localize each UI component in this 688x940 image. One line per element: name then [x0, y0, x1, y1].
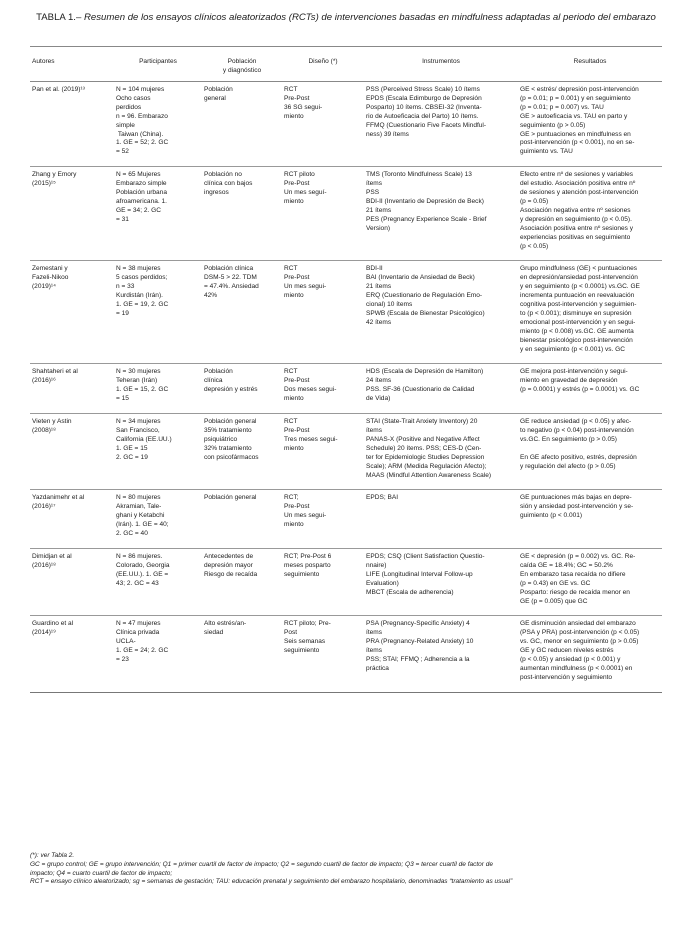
cell-autores: Zemestani y Fazeli-Nikoo (2019)¹⁴ [32, 265, 69, 291]
footnote-line: GC = grupo control; GE = grupo intervención; Q1 = primer cuartil de factor de impacto; Q2 = segundo cuartil de factor de impacto; Q3 = tercer cuartil de factor de [30, 860, 493, 868]
cell-diseno: RCT Pre-Post Tres meses segui- miento [284, 418, 338, 452]
cell-autores: Zhang y Emory (2015)¹⁵ [32, 171, 77, 188]
cell-instrumentos: EPDS; CSQ (Client Satisfaction Questio- nnaire) LIFE (Longitudinal Interval Follow-up Evaluation) MBCT (Escala de adherencia) [366, 552, 485, 596]
cell-poblacion: Población clínica depresión y estrés [204, 368, 258, 394]
cell-diseno: RCT Pre-Post 36 SG segui- miento [284, 86, 323, 120]
footnote-line: RCT = ensayo clínico aleatorizado; sg = semanas de gestación; TAU: educación prenatal y seguimiento del embarazo hospitalario, denominadas “tratamiento as usual” [30, 878, 513, 886]
footnote-line: (*): ver Tabla 2. [30, 852, 75, 859]
cell-resultados: GE < depresión (p = 0.002) vs. GC. Re- caída GE = 18.4%; GC = 50.2% En embarazo tasa recaída no difiere (p = 0.43) en GE vs. GC Posparto: riesgo de recaída menor en GE (p = 0.005) que GC [520, 552, 636, 605]
header-instrumentos: Instrumentos [364, 47, 518, 82]
table-row [30, 167, 662, 261]
cell-diseno: RCT; Pre-Post 6 meses posparto seguimiento [284, 552, 332, 578]
cell-poblacion: Población general 35% tratamiento psiquiátrico 32% tratamiento con psicofármacos [204, 418, 259, 461]
cell-resultados: GE < estrés/ depresión post-intervención (p = 0.01; p = 0.001) y en seguimiento (p = 0.01; p = 0.007) vs. TAU GE > autoeficacia vs. TAU en parto y seguimiento (p > 0.05) GE > puntuaciones en mindfulness en post-intervención (p < 0.001), no en se- guimiento vs. TAU [520, 86, 639, 156]
cell-autores: Guardino et al (2014)¹⁹ [32, 620, 74, 637]
cell-participantes: N = 80 mujeres Akramian, Tale- ghani y Ketabchi (Irán). 1. GE = 40; 2. GC = 40 [116, 494, 169, 538]
cell-resultados: GE mejora post-intervención y segui- miento en gravedad de depresión (p = 0.0001) y estrés (p = 0.0001) vs. GC [520, 368, 640, 394]
table-header-row [30, 47, 662, 82]
table-footnotes [30, 852, 662, 887]
cell-autores: Shahtaheri et al (2016)¹⁶ [32, 368, 78, 385]
header-resultados: Resultados [518, 47, 662, 82]
table-row [30, 82, 662, 167]
cell-resultados: Grupo mindfulness (GE) < puntuaciones en depresión/ansiedad post-intervención y en seguimiento (p < 0.0001) vs.GC. GE incrementa puntuación en reevaluación cognitiva post-intervención y seguimien- to (p < 0.001); disminuye en supresión emocional post-intervención y en segui- miento (p < 0.008) vs.GC. GE aumenta bienestar psicológico post-intervención y en seguimiento (p < 0.001) vs. GC [520, 265, 640, 353]
table-caption [30, 12, 662, 24]
cell-poblacion: Antecedentes de depresión mayor Riesgo de recaída [204, 552, 258, 578]
footnote-line: impacto; Q4 = cuarto cuartil de factor de impacto; [30, 869, 173, 877]
cell-poblacion: Alto estrés/an- siedad [204, 620, 247, 637]
table-row [30, 414, 662, 490]
cell-poblacion: Población no clínica con bajos ingresos [204, 171, 253, 197]
cell-instrumentos: HDS (Escala de Depresión de Hamilton) 24 ítems PSS. SF-36 (Cuestionario de Calidad de Vida) [366, 368, 484, 403]
table-row [30, 490, 662, 549]
cell-resultados: Efecto entre nº de sesiones y variables del estudio. Asociación positiva entre nº de sesiones y atención post-intervención (p = 0.05) Asociación negativa entre nº sesiones y depresión en seguimiento (p < 0.05). Asociación positiva entre nº sesiones y experiencias positivas en seguimiento (p < 0.05) [520, 171, 639, 250]
table-row [30, 616, 662, 692]
cell-participantes: N = 104 mujeres Ocho casos perdidos n = 96. Embarazo simple Taiwan (China). 1. GE = 52; 2. GC = 52 [116, 86, 169, 156]
cell-autores: Vieten y Astin (2008)¹⁸ [32, 418, 72, 434]
cell-instrumentos: BDI-II BAI (Inventario de Ansiedad de Beck) 21 ítems ERQ (Cuestionario de Regulación Emo- cional) 10 ítems SPWB (Escala de Bienestar Psicológico) 42 ítems [366, 265, 485, 326]
cell-diseno: RCT Pre-Post Dos meses segui- miento [284, 368, 337, 403]
cell-autores: Pan et al. (2019)¹³ [32, 86, 85, 93]
header-poblacion: Población y diagnóstico [202, 47, 282, 82]
header-diseno: Diseño (*) [282, 47, 364, 82]
cell-diseno: RCT Pre-Post Un mes segui- miento [284, 265, 327, 300]
table-caption-text: Resumen de los ensayos clínicos aleatorizados (RCTs) de intervenciones basadas en mindfulness adaptadas al periodo del embarazo [83, 12, 656, 23]
table-caption-label: TABLA 1.– [36, 12, 84, 23]
cell-poblacion: Población clínica DSM-5 > 22. TDM = 47.4%. Ansiedad 42% [204, 265, 259, 300]
cell-resultados: GE disminución ansiedad del embarazo (PSA y PRA) post-intervención (p < 0.05) vs. GC, menor en seguimiento (p > 0.05) GE y GC reducen niveles estrés (p < 0.05) y ansiedad (p < 0.001) y aumentan mindfulness (p < 0.0001) en post-intervención y seguimiento [520, 620, 640, 681]
cell-autores: Dimidjan et al (2016)¹⁸ [32, 552, 72, 569]
cell-autores: Yazdanimehr et al (2016)¹⁷ [32, 494, 85, 511]
table-row [30, 364, 662, 414]
cell-participantes: N = 30 mujeres Teheran (Irán) 1. GE = 15, 2. GC = 15 [116, 368, 169, 403]
header-participantes: Participantes [114, 47, 202, 82]
cell-participantes: N = 65 Mujeres Embarazo simple Población urbana afroamericana. 1. GE = 34; 2. GC = 31 [116, 171, 167, 223]
cell-poblacion: Población general [204, 86, 233, 102]
cell-instrumentos: EPDS; BAI [366, 494, 399, 502]
cell-participantes: N = 47 mujeres Clínica privada UCLA- 1. GE = 24; 2. GC = 23 [116, 620, 169, 664]
header-autores: Autores [30, 47, 114, 82]
cell-instrumentos: PSS (Perceived Stress Scale) 10 ítems EPDS (Escala Edimburgo de Depresión Posparto) 10 ítems. CBSEI-32 (Inventa- rio de Autoeficacia del Parto) 10 ítems. FFMQ (Cuestionario Five Facets Mindful- ness) 39 ítems [366, 86, 487, 138]
cell-poblacion: Población general [204, 494, 257, 502]
cell-participantes: N = 38 mujeres 5 casos perdidos; n = 33 Kurdistán (Irán). 1. GE = 19, 2. GC = 19 [116, 265, 169, 317]
cell-resultados: GE reduce ansiedad (p < 0.05) y afec- to negativo (p < 0.04) post-intervención vs.GC. En seguimiento (p > 0.05) En GE afecto positivo, estrés, depresión y regulación del afecto (p > 0.05) [520, 418, 637, 470]
cell-participantes: N = 86 mujeres. Colorado, Georgia (EE.UU.). 1. GE = 43; 2. GC = 43 [116, 552, 170, 587]
cell-participantes: N = 34 mujeres San Francisco, California (EE.UU.) 1. GE = 15 2. GC = 19 [116, 418, 172, 461]
cell-resultados: GE puntuaciones más bajas en depre- sión y ansiedad post-intervención y se- guimiento (p < 0.001) [520, 494, 634, 520]
cell-instrumentos: PSA (Pregnancy-Specific Anxiety) 4 ítems PRA (Pregnancy-Related Anxiety) 10 ítems PSS; STAI; FFMQ ; Adherencia a la práctica [366, 620, 474, 672]
trials-table [30, 46, 662, 693]
cell-diseno: RCT piloto Pre-Post Un mes seguí- miento [284, 171, 327, 205]
cell-diseno: RCT piloto; Pre- Post Seis semanas seguimiento [284, 620, 331, 655]
table-row [30, 548, 662, 615]
cell-instrumentos: STAI (State-Trait Anxiety Inventory) 20 ítems PANAS-X (Positive and Negative Affect Schedule) 20 ítems. PSS; CES-D (Cen- ter for Epidemiologic Studies Depression Scale); ARM (Medida Regulación Afecto); MAAS (Mindful Attention Awareness Scale) [366, 418, 492, 479]
cell-diseno: RCT; Pre-Post Un mes segui- miento [284, 494, 327, 529]
cell-instrumentos: TMS (Toronto Mindfulness Scale) 13 ítems PSS BDI-II (Inventario de Depresión de Beck) 21 ítems PES (Pregnancy Experience Scale - Brief Version) [366, 171, 487, 232]
table-row [30, 261, 662, 364]
